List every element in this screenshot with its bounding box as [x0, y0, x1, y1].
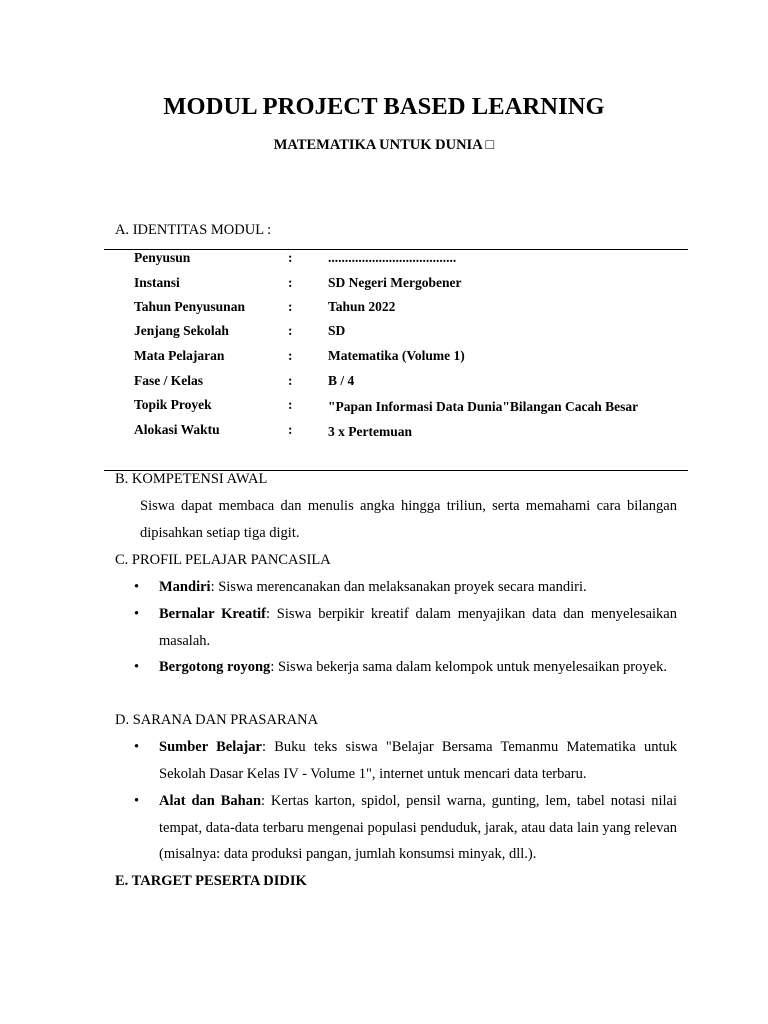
list-item-text: : Buku teks siswa "Belajar Bersama Temanmu Matematika untuk Sekolah Dasar Kelas IV - Volume 1", internet untuk mencari data terbaru. [159, 739, 677, 782]
identity-value: SD [328, 323, 346, 338]
identity-label: Penyusun [134, 250, 191, 265]
identity-row [0, 373, 768, 393]
identity-row [0, 299, 768, 319]
section-b-heading: B. KOMPETENSI AWAL [115, 471, 268, 487]
identity-colon: : [288, 348, 293, 363]
identity-row [0, 348, 768, 368]
section-b-text: Siswa dapat membaca dan menulis angka hingga triliun, serta memahami cara bilangan dipisahkan setiap tiga digit. [140, 498, 677, 541]
identity-row [0, 323, 768, 343]
list-item-term: Alat dan Bahan [159, 793, 262, 809]
list-item [159, 601, 677, 654]
identity-label: Tahun Penyusunan [134, 299, 245, 314]
identity-value: SD Negeri Mergobener [328, 275, 462, 290]
document-title: MODUL PROJECT BASED LEARNING [163, 93, 605, 120]
document-subtitle: MATEMATIKA UNTUK DUNIA □ [273, 137, 495, 153]
section-c-heading: C. PROFIL PELAJAR PANCASILA [115, 552, 331, 568]
identity-label: Jenjang Sekolah [134, 323, 229, 338]
identity-row [0, 422, 768, 442]
bullet-icon: • [134, 659, 140, 675]
identity-label: Fase / Kelas [134, 373, 203, 388]
list-item [159, 788, 677, 868]
list-item-term: Sumber Belajar [159, 739, 262, 755]
identity-colon: : [288, 299, 293, 314]
identity-value: ...................................... [328, 250, 457, 265]
identity-row [0, 250, 768, 270]
identity-colon: : [288, 323, 293, 338]
bullet-icon: • [134, 579, 140, 595]
list-item-term: Mandiri [159, 579, 211, 595]
identity-label: Alokasi Waktu [134, 422, 220, 437]
identity-value: Tahun 2022 [328, 299, 396, 314]
bullet-icon: • [134, 739, 140, 755]
identity-row [0, 275, 768, 295]
list-item-term: Bergotong royong [159, 659, 271, 675]
identity-value: "Papan Informasi Data Dunia"Bilangan Cacah Besar [328, 399, 639, 414]
bullet-icon: • [134, 793, 140, 809]
section-a-heading: A. IDENTITAS MODUL : [115, 222, 272, 238]
identity-colon: : [288, 250, 293, 265]
identity-value: Matematika (Volume 1) [328, 348, 465, 363]
identity-value: B / 4 [328, 373, 355, 388]
list-item [159, 654, 677, 681]
identity-label: Instansi [134, 275, 180, 290]
identity-colon: : [288, 373, 293, 388]
identity-colon: : [288, 275, 293, 290]
identity-row [0, 397, 768, 417]
list-item [159, 734, 677, 787]
identity-colon: : [288, 397, 293, 412]
list-item-text: : Siswa bekerja sama dalam kelompok untuk menyelesaikan proyek. [270, 659, 667, 675]
identity-colon: : [288, 422, 293, 437]
section-d-heading: D. SARANA DAN PRASARANA [115, 712, 319, 728]
bullet-icon: • [134, 606, 140, 622]
identity-value: 3 x Pertemuan [328, 424, 412, 439]
list-item-text: : Siswa merencanakan dan melaksanakan proyek secara mandiri. [210, 579, 587, 595]
list-item-text: : Kertas karton, spidol, pensil warna, gunting, lem, tabel notasi nilai tempat, data-data terbaru mengenai populasi penduduk, jarak, atau data lain yang relevan (misalnya: data produksi pangan, jumlah konsumsi minyak, dll.). [159, 793, 677, 862]
identity-label: Mata Pelajaran [134, 348, 225, 363]
list-item-term: Bernalar Kreatif [159, 606, 266, 622]
identity-label: Topik Proyek [134, 397, 212, 412]
list-item [159, 574, 677, 601]
section-e-heading: E. TARGET PESERTA DIDIK [115, 873, 307, 889]
list-item-text: : Siswa berpikir kreatif dalam menyajikan data dan menyelesaikan masalah. [159, 606, 677, 649]
